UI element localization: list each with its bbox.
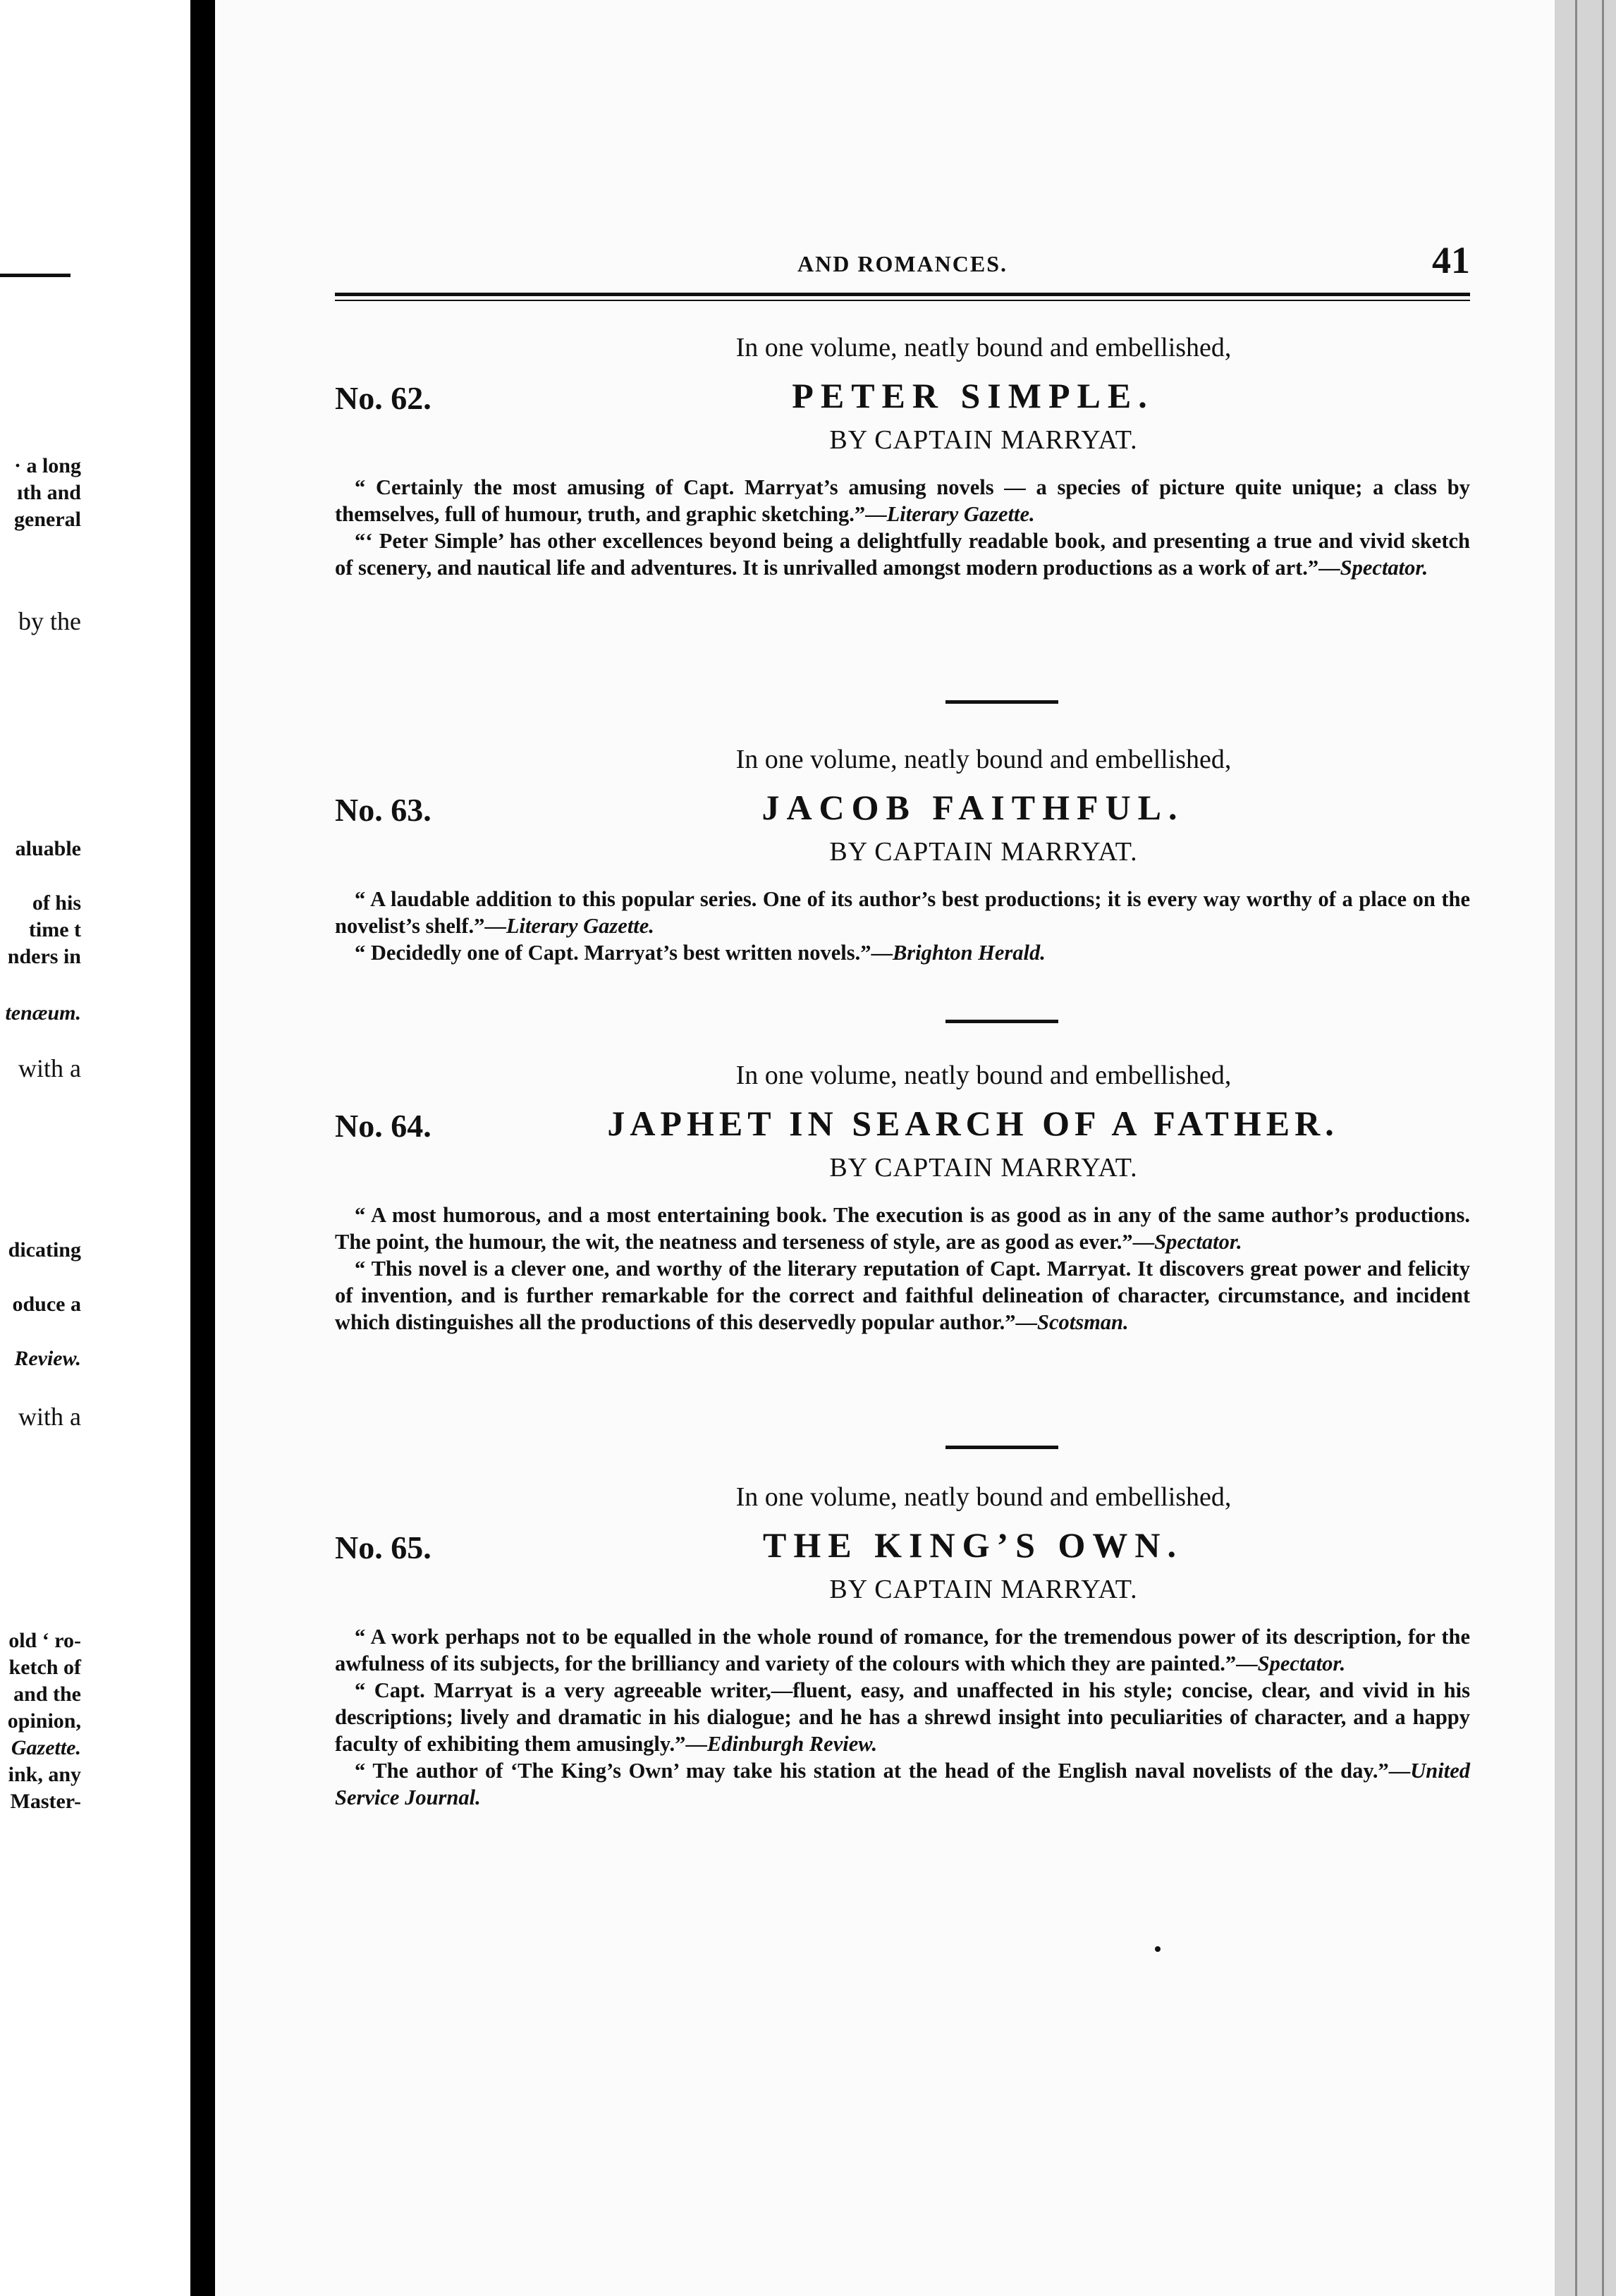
- book-title: THE KING’S OWN.: [763, 1525, 1183, 1565]
- facing-page-fragment: aluable: [15, 837, 81, 860]
- entry-number: No. 63.: [335, 792, 431, 828]
- reviews: [335, 474, 1470, 581]
- review-quote: “ The author of ‘The King’s Own’ may take his station at the head of the English naval novelists of the day.”—United Service Journal.: [335, 1759, 1470, 1809]
- title-line: [335, 784, 1470, 833]
- facing-page-fragment: dicating: [8, 1238, 81, 1262]
- facing-page-fragment: tenæum.: [5, 1001, 81, 1025]
- entry-number: No. 64.: [335, 1108, 431, 1144]
- book-title: PETER SIMPLE.: [792, 376, 1154, 415]
- catalog-entry-64: [335, 1058, 1470, 1336]
- facing-page-fragment: opinion,: [7, 1709, 81, 1733]
- review-source: Spectator.: [1257, 1651, 1346, 1675]
- review-source: Scotsman.: [1036, 1310, 1129, 1334]
- title-line: [335, 1100, 1470, 1149]
- book-page: [215, 0, 1555, 2296]
- review-quote: “ Certainly the most amusing of Capt. Marryat’s amusing novels — a species of picture quite unique; a class by themselves, full of humour, truth, and graphic sketching.”—Literary Gazette.: [335, 475, 1470, 526]
- review-quote: “ A laudable addition to this popular series. One of its author’s best productions; it is every way worthy of a place on the novelist’s shelf.”—Literary Gazette.: [335, 887, 1470, 938]
- volume-note: In one volume, neatly bound and embellished,: [735, 1061, 1232, 1090]
- section-divider: [945, 700, 1058, 704]
- entry-number: No. 62.: [335, 380, 431, 416]
- byline: BY CAPTAIN MARRYAT.: [829, 425, 1138, 455]
- page-edge-line: [1602, 0, 1604, 2296]
- facing-page-fragment: · a long: [13, 454, 81, 477]
- review-quote: “ Capt. Marryat is a very agreeable writer,—fluent, easy, and unaffected in his style; concise, clear, and vivid in his descriptions; lively and dramatic in his dialogue; and he has a shrewd insight into peculiarities of character, and a happy faculty of exhibiting them amusingly.”—Edinburgh Review.: [335, 1678, 1470, 1756]
- facing-page: [0, 0, 190, 2296]
- facing-page-fragment: old ‘ ro-: [8, 1629, 81, 1652]
- byline: BY CAPTAIN MARRYAT.: [829, 1153, 1138, 1183]
- book-title: JAPHET IN SEARCH OF A FATHER.: [607, 1104, 1339, 1143]
- page-edge: [1544, 0, 1616, 2296]
- head-rule: [335, 293, 1470, 303]
- ink-speck: [1155, 1946, 1161, 1952]
- reviews: [335, 886, 1470, 966]
- catalog-entry-63: [335, 742, 1470, 966]
- review-source: Literary Gazette.: [506, 914, 654, 938]
- review-source: Spectator.: [1154, 1230, 1242, 1254]
- title-line: [335, 1522, 1470, 1571]
- facing-page-fragment: Gazette.: [11, 1736, 81, 1759]
- facing-page-fragment: with a: [18, 1054, 81, 1082]
- facing-page-fragment: ketch of: [8, 1656, 81, 1679]
- review-source: Spectator.: [1340, 556, 1428, 580]
- section-divider: [945, 1446, 1058, 1449]
- review-source: Edinburgh Review.: [706, 1732, 878, 1756]
- review-quote: “ A work perhaps not to be equalled in the whole round of romance, for the tremendous power of its description, for the awfulness of its subjects, for the brilliancy and variety of the colours with which they are painted.”—Spectator.: [335, 1625, 1470, 1675]
- facing-page-fragment: and the: [13, 1683, 81, 1706]
- running-head-title: AND ROMANCES.: [797, 251, 1008, 276]
- section-divider: [945, 1020, 1058, 1023]
- facing-page-fragment: by the: [18, 607, 81, 635]
- reviews: [335, 1623, 1470, 1811]
- facing-page-fragment: oduce a: [12, 1293, 81, 1316]
- reviews: [335, 1202, 1470, 1336]
- volume-note: In one volume, neatly bound and embellished,: [735, 1482, 1232, 1512]
- facing-page-fragment: Review.: [14, 1347, 81, 1370]
- review-quote: “ A most humorous, and a most entertaining book. The execution is as good as in any of the same author’s productions. The point, the humour, the wit, the neatness and terseness of style, are as good as ever.”—Spectator.: [335, 1203, 1470, 1254]
- byline: BY CAPTAIN MARRYAT.: [829, 1575, 1138, 1604]
- facing-page-fragment: ıth and: [17, 481, 81, 504]
- facing-page-fragment: general: [14, 508, 81, 531]
- facing-page-fragment: nders in: [7, 945, 81, 968]
- volume-note: In one volume, neatly bound and embellished,: [735, 745, 1232, 774]
- facing-page-fragment: of his: [32, 891, 81, 915]
- review-quote: “ This novel is a clever one, and worthy of the literary reputation of Capt. Marryat. It discovers great power and felicity of invention, and is further remarkable for the correct and faithful delineation of character, circumstance, and incident which distinguishes all the productions of this deservedly popular author.”—Scotsman.: [335, 1257, 1470, 1334]
- book-title: JACOB FAITHFUL.: [761, 788, 1185, 827]
- facing-page-fragment: with a: [18, 1403, 81, 1431]
- review-source: Literary Gazette.: [886, 502, 1035, 526]
- catalog-entry-62: [335, 330, 1470, 581]
- review-source: United Service Journal.: [335, 1759, 1470, 1809]
- review-source: Brighton Herald.: [892, 941, 1046, 965]
- facing-page-fragment: Master-: [10, 1790, 81, 1813]
- byline: BY CAPTAIN MARRYAT.: [829, 837, 1138, 867]
- page-number: 41: [1432, 239, 1470, 281]
- facing-page-rule: [0, 274, 71, 277]
- running-head: [335, 239, 1470, 288]
- volume-note: In one volume, neatly bound and embellished,: [735, 333, 1232, 362]
- review-quote: “ Decidedly one of Capt. Marryat’s best written novels.”—Brighton Herald.: [355, 941, 1046, 965]
- facing-page-fragment: time t: [28, 918, 81, 941]
- entry-number: No. 65.: [335, 1529, 431, 1565]
- title-line: [335, 372, 1470, 422]
- facing-page-fragment: ink, any: [8, 1763, 81, 1786]
- page-edge-line: [1575, 0, 1577, 2296]
- review-quote: “‘ Peter Simple’ has other excellences beyond being a delightfully readable book, and presenting a true and vivid sketch of scenery, and nautical life and adventures. It is unrivalled amongst modern productions as a work of art.”—Spectator.: [335, 529, 1470, 580]
- catalog-entry-65: [335, 1479, 1470, 1811]
